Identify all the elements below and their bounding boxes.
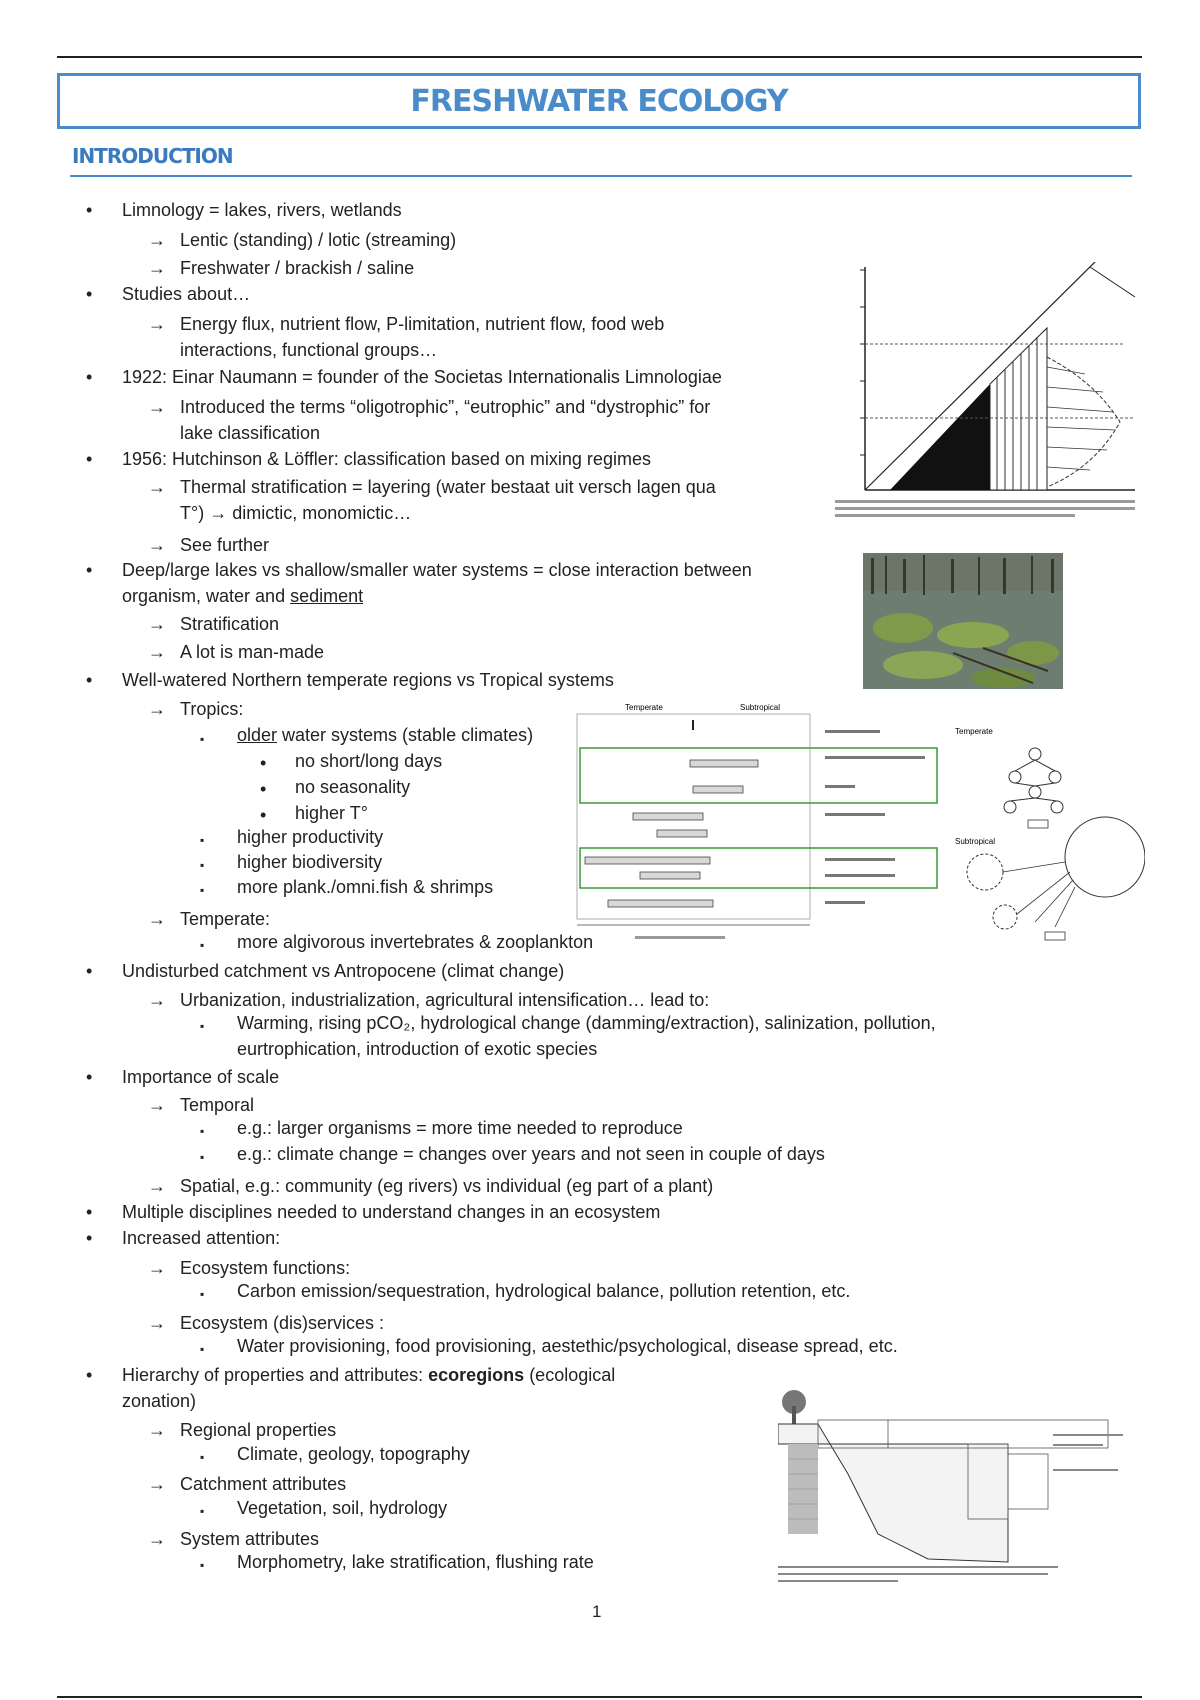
bullet-text: Lentic (standing) / lotic (streaming) <box>180 230 457 250</box>
bullet-text: Spatial, e.g.: community (eg rivers) vs individual (eg part of a plant) <box>180 1176 714 1196</box>
bullet-text: Carbon emission/sequestration, hydrological balance, pollution retention, etc. <box>237 1281 851 1301</box>
arrow-marker: → <box>148 535 166 555</box>
bullet-text: System attributes <box>180 1529 320 1549</box>
arrow-marker: → <box>148 990 166 1010</box>
bullet-text: Deep/large lakes vs shallow/smaller water systems = close interaction between <box>122 560 752 580</box>
bullet-marker: • <box>86 1202 93 1222</box>
bullet-text: Well-watered Northern temperate regions vs Tropical systems <box>122 670 614 690</box>
arrow-marker: → <box>148 258 166 278</box>
bullet-text: Introduced the terms “oligotrophic”, “eutrophic” and “dystrophic” for <box>180 397 711 417</box>
page-title: FRESHWATER ECOLOGY <box>410 83 788 119</box>
square-marker: ▪ <box>200 883 205 897</box>
arrow-marker: → <box>148 1420 166 1440</box>
square-marker: ▪ <box>200 1150 205 1164</box>
square-marker: ▪ <box>200 1558 205 1572</box>
arrow-marker: → <box>148 230 166 250</box>
bullet-text: See further <box>180 535 270 555</box>
bullet-text: Vegetation, soil, hydrology <box>237 1498 448 1518</box>
bullet-text: Ecosystem functions: <box>180 1258 351 1278</box>
top-rule <box>57 56 1142 58</box>
title-box <box>57 73 1141 129</box>
bullet-text: Multiple disciplines needed to understand changes in an ecosystem <box>122 1202 661 1222</box>
bullet-text: Temperate: <box>180 909 271 929</box>
bullet-marker: • <box>86 670 93 690</box>
arrow-marker: → <box>148 397 166 417</box>
bullet-text: Tropics: <box>180 699 244 719</box>
arrow-marker: → <box>148 642 166 662</box>
bullet-marker: • <box>86 1067 93 1087</box>
bullet-text: higher biodiversity <box>237 852 383 872</box>
bullet-text: Climate, geology, topography <box>237 1444 470 1464</box>
square-marker: ▪ <box>200 858 205 872</box>
bullet-marker: • <box>86 560 93 580</box>
square-marker: ▪ <box>200 1019 205 1033</box>
bullet-text: zonation) <box>122 1391 197 1411</box>
bottom-rule <box>57 1696 1142 1698</box>
bullet-text <box>122 1363 615 1387</box>
arrow-marker: → <box>148 614 166 634</box>
bullet-text: lake classification <box>180 423 321 443</box>
bullet-text: Studies about… <box>122 284 251 304</box>
bullet-text <box>122 584 363 608</box>
square-marker: ▪ <box>200 938 205 952</box>
bullet-marker: • <box>86 284 93 304</box>
bullet-text: 1922: Einar Naumann = founder of the Societas Internationalis Limnologiae <box>122 367 722 387</box>
bullet-marker: • <box>86 1228 93 1248</box>
temperate-subtropical-bar-figure <box>575 700 940 945</box>
bullet-text: Temporal <box>180 1095 255 1115</box>
bullet-text: T°) → dimictic, monomictic… <box>180 503 412 523</box>
section-heading: INTRODUCTION <box>72 144 233 168</box>
bullet-text: Energy flux, nutrient flow, P-limitation, nutrient flow, food web <box>180 314 665 334</box>
underlined-word: older <box>237 725 278 745</box>
bullet-text: Regional properties <box>180 1420 337 1440</box>
bullet-text: Increased attention: <box>122 1228 281 1248</box>
section-rule <box>70 175 1132 177</box>
bullet-text: Morphometry, lake stratification, flushing rate <box>237 1552 594 1572</box>
text-span: Hierarchy of properties and attributes: <box>122 1365 429 1385</box>
bold-term: ecoregions <box>428 1365 525 1385</box>
column-label-temperate: Temperate <box>625 703 663 712</box>
bullet-marker: • <box>86 961 93 981</box>
arrow-marker: → <box>148 1258 166 1278</box>
arrow-marker: → <box>148 699 166 719</box>
arrow-marker: → <box>148 1176 166 1196</box>
bullet-marker: • <box>86 200 93 220</box>
bullet-text: Freshwater / brackish / saline <box>180 258 415 278</box>
bullet-text: Thermal stratification = layering (water bestaat uit versch lagen qua <box>180 477 716 497</box>
square-marker: ▪ <box>200 732 205 746</box>
arrow-marker: → <box>148 477 166 497</box>
bullet-text: Stratification <box>180 614 280 634</box>
foodweb-label-subtropical: Subtropical <box>955 837 996 846</box>
page-number: 1 <box>592 1602 602 1621</box>
square-marker: ▪ <box>200 1124 205 1138</box>
lake-zonation-cross-section <box>778 1384 1130 1589</box>
bullet-text: no short/long days <box>295 751 443 771</box>
square-marker: ▪ <box>200 833 205 847</box>
bullet-marker: • <box>86 449 93 469</box>
bullet-text: higher T° <box>295 803 368 823</box>
bullet-text: eurtrophication, introduction of exotic species <box>237 1039 598 1059</box>
arrow-marker: → <box>148 909 166 929</box>
text-span: (ecological <box>524 1365 616 1385</box>
lake-classification-diagram <box>835 262 1145 527</box>
underlined-word: sediment <box>290 586 364 606</box>
arrow-marker: → <box>148 1474 166 1494</box>
bullet-text <box>237 723 533 747</box>
bullet-text: Warming, rising pCO₂, hydrological change (damming/extraction), salinization, pollution, <box>237 1013 936 1033</box>
bullet-text: interactions, functional groups… <box>180 340 438 360</box>
column-label-subtropical: Subtropical <box>740 703 781 712</box>
bullet-text: more plank./omni.fish & shrimps <box>237 877 494 897</box>
foodweb-label-temperate: Temperate <box>955 727 993 736</box>
bullet-text: no seasonality <box>295 777 411 797</box>
bullet-text: e.g.: climate change = changes over years and not seen in couple of days <box>237 1144 825 1164</box>
arrow-marker: → <box>148 1095 166 1115</box>
bullet-text: Ecosystem (dis)services : <box>180 1313 385 1333</box>
wetland-photo <box>863 553 1063 689</box>
bullet-text: e.g.: larger organisms = more time needed to reproduce <box>237 1118 683 1138</box>
bullet-text: Catchment attributes <box>180 1474 347 1494</box>
bullet-text: A lot is man-made <box>180 642 325 662</box>
bullet-marker: • <box>86 1365 93 1385</box>
square-marker: ▪ <box>200 1504 205 1518</box>
bullet-text: more algivorous invertebrates & zooplankton <box>237 932 594 952</box>
arrow-marker: → <box>148 314 166 334</box>
square-marker: ▪ <box>200 1287 205 1301</box>
bullet-marker: • <box>260 753 267 773</box>
bullet-text: Urbanization, industrialization, agricultural intensification… lead to: <box>180 990 710 1010</box>
bullet-marker: • <box>86 367 93 387</box>
bullet-text: Undisturbed catchment vs Antropocene (climat change) <box>122 961 565 981</box>
bullet-text: 1956: Hutchinson & Löffler: classification based on mixing regimes <box>122 449 651 469</box>
bullet-text: Water provisioning, food provisioning, aestethic/psychological, disease spread, etc. <box>237 1336 898 1356</box>
bullet-text: Limnology = lakes, rivers, wetlands <box>122 200 402 220</box>
bullet-marker: • <box>260 805 267 825</box>
text-span: water systems (stable climates) <box>277 725 534 745</box>
text-span: organism, water and <box>122 586 291 606</box>
bullet-marker: • <box>260 779 267 799</box>
bullet-text: Importance of scale <box>122 1067 280 1087</box>
square-marker: ▪ <box>200 1450 205 1464</box>
square-marker: ▪ <box>200 1342 205 1356</box>
arrow-marker: → <box>148 1529 166 1549</box>
food-web-diagram <box>945 722 1145 950</box>
bullet-text: higher productivity <box>237 827 384 847</box>
arrow-marker: → <box>148 1313 166 1333</box>
